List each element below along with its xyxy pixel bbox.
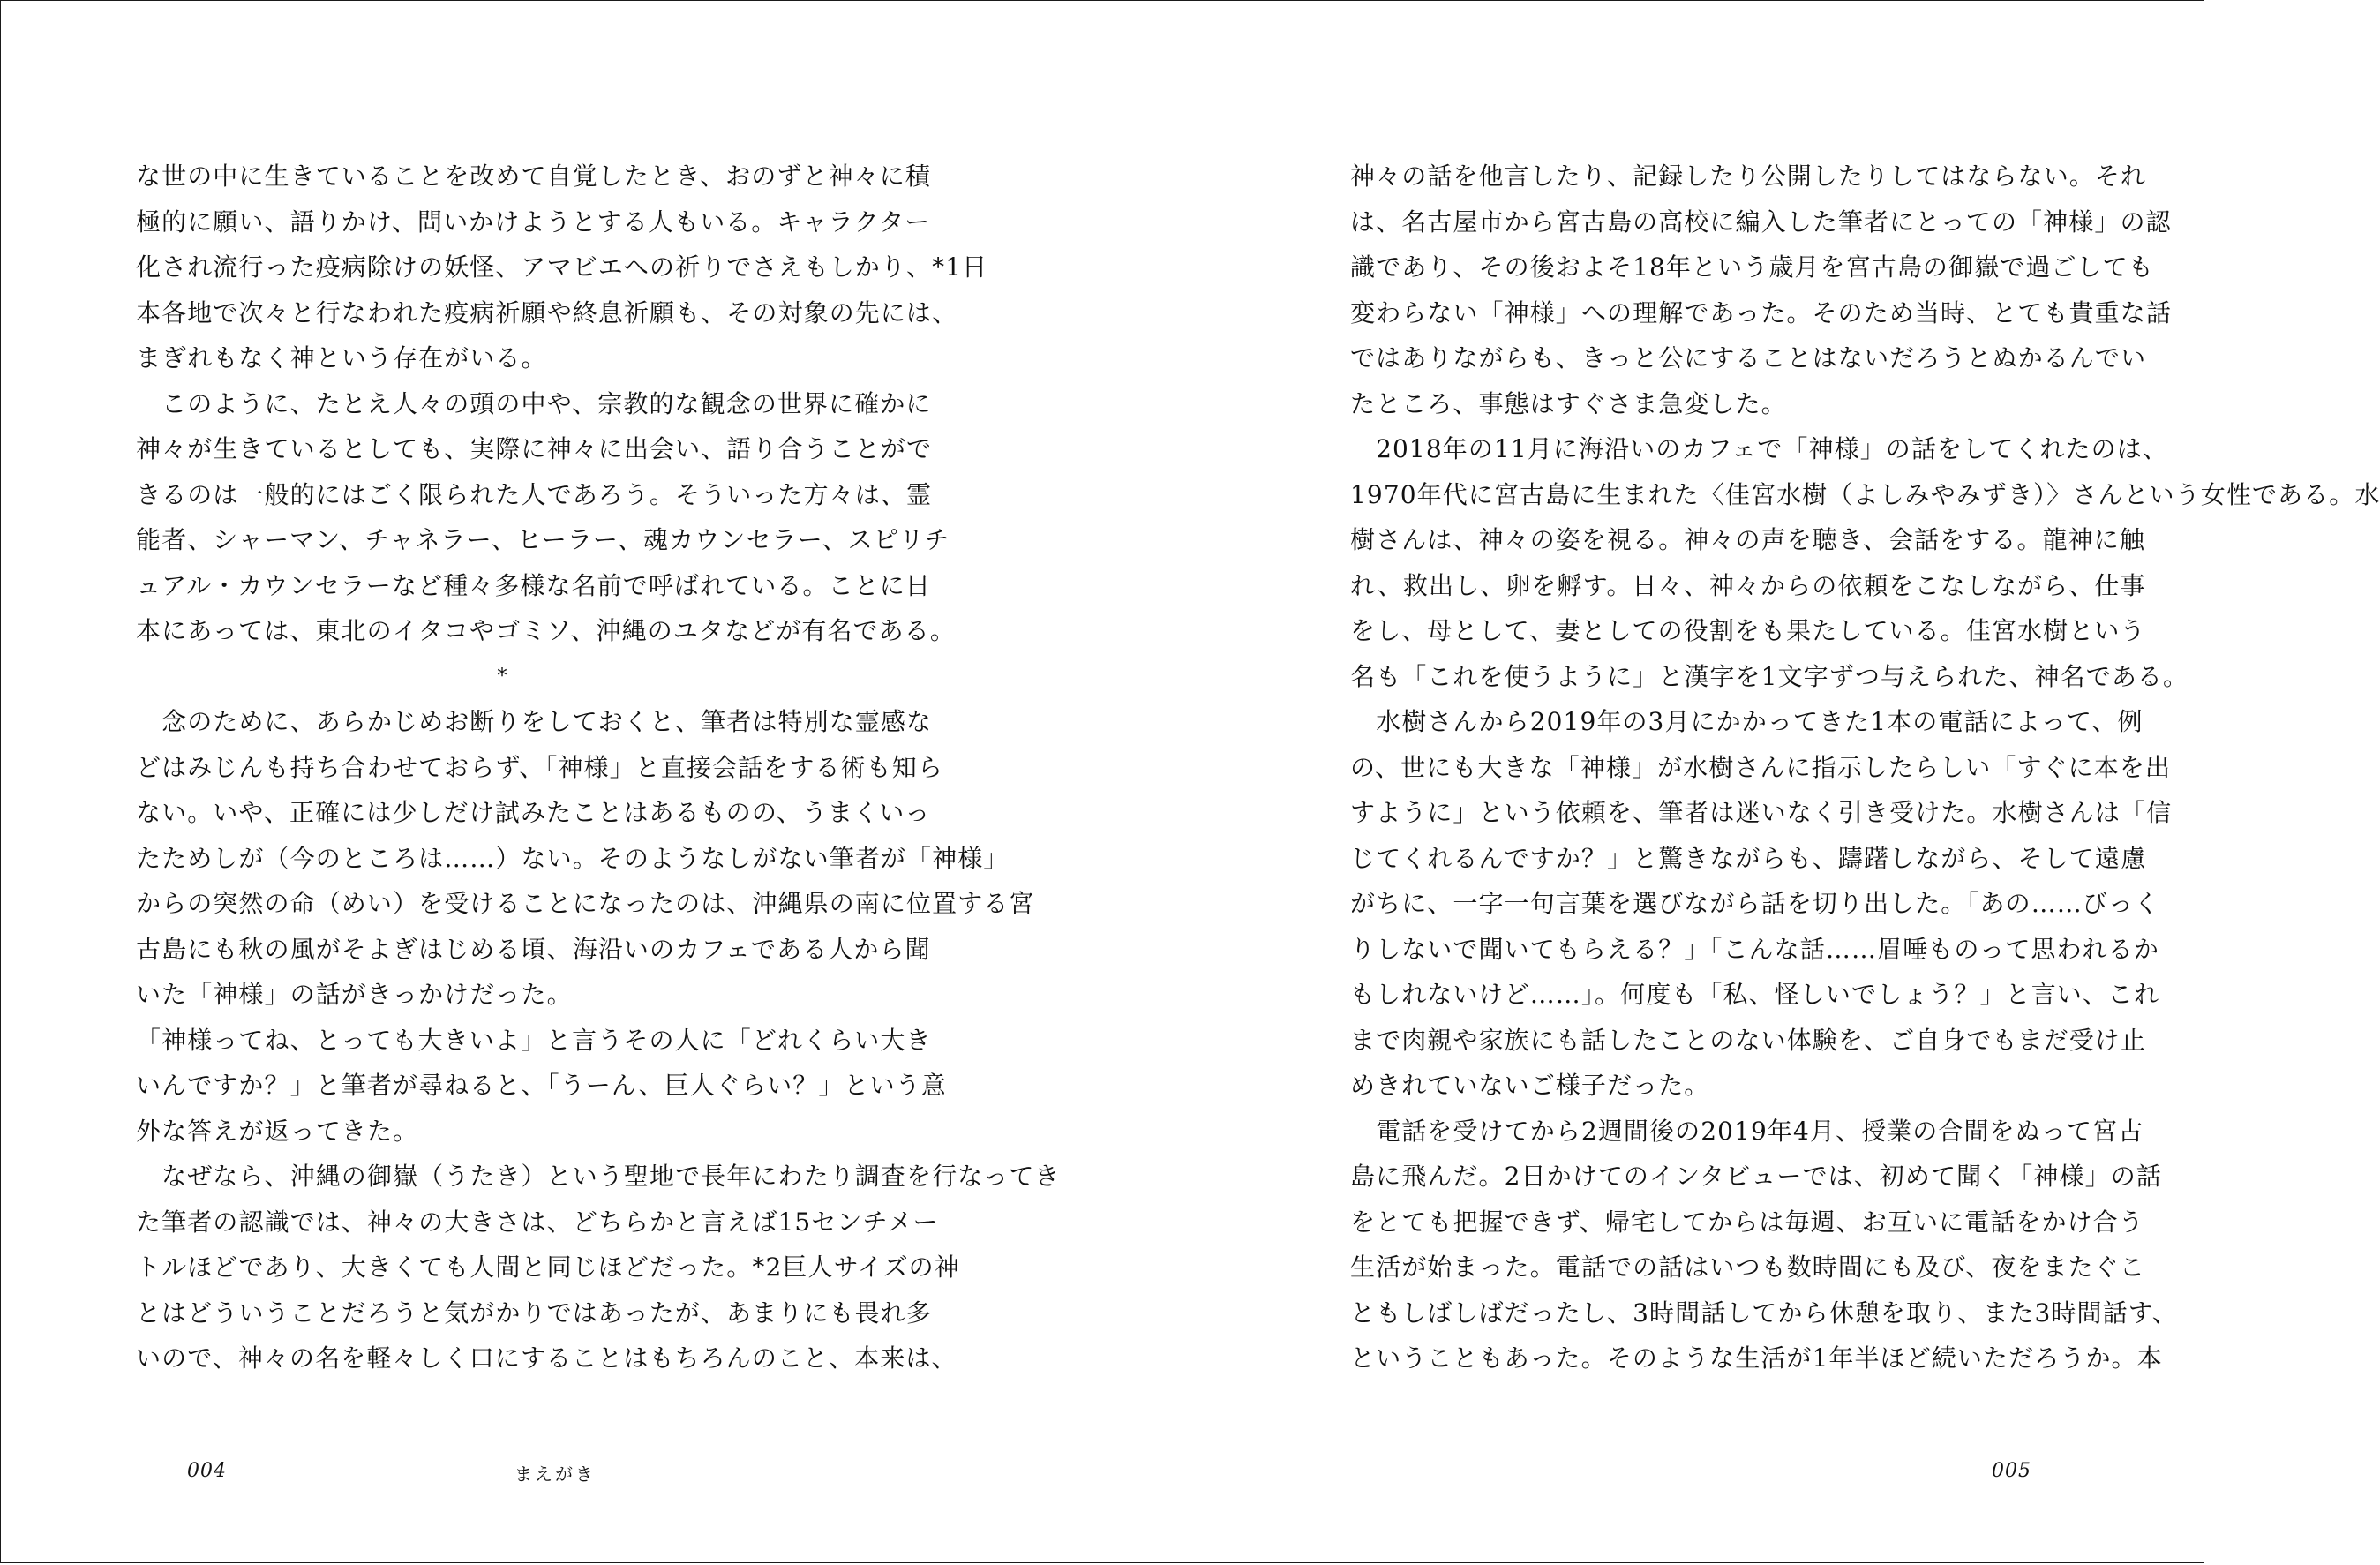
body-line: 神々の話を他言したり、記録したり公開したりしてはならない。それ — [1350, 162, 2147, 191]
body-line: 電話を受けてから2週間後の2019年4月、授業の合間をぬって宮古 — [1350, 1116, 2144, 1146]
body-line: 極的に願い、語りかけ、問いかけようとする人もいる。キャラクター — [136, 207, 931, 237]
body-line: た筆者の認識では、神々の大きさは、どちらかと言えば15センチメー — [136, 1207, 939, 1237]
body-line: ない。いや、正確には少しだけ試みたことはあるものの、うまくいっ — [136, 798, 931, 827]
body-line: ともしばしばだったし、3時間話してから休憩を取り、また3時間話す、 — [1350, 1298, 2178, 1328]
body-line: とはどういうことだろうと気がかりではあったが、あまりにも畏れ多 — [136, 1298, 932, 1328]
body-line: 島に飛んだ。2日かけてのインタビューでは、初めて聞く「神様」の話 — [1350, 1162, 2162, 1191]
running-head: まえがき — [514, 1463, 596, 1485]
body-line: 生活が始まった。電話での話はいつも数時間にも及び、夜をまたぐこ — [1350, 1253, 2145, 1282]
right-page — [1350, 154, 2380, 1381]
body-line: 古島にも秋の風がそよぎはじめる頃、海沿いのカフェである人から聞 — [136, 934, 931, 964]
body-line: 「神様ってね、とっても大きいよ」と言うその人に「どれくらい大き — [136, 1025, 932, 1055]
body-line: めきれていないご様子だった。 — [1350, 1071, 1710, 1100]
body-line: たためしが（今のところは……）ない。そのようなしがない筆者が「神様」 — [136, 843, 1010, 873]
body-line: 化され流行った疫病除けの妖怪、アマビエへの祈りでさえもしかり、*1日 — [136, 252, 988, 282]
body-line: 神々が生きているとしても、実際に神々に出会い、語り合うことがで — [136, 434, 933, 463]
page-number-right: 005 — [1992, 1460, 2031, 1482]
page-number-left: 004 — [187, 1460, 227, 1482]
body-line: 水樹さんから2019年の3月にかかってきた1本の電話によって、例 — [1350, 707, 2144, 736]
body-line: たところ、事態はすぐさま急変した。 — [1350, 388, 1787, 418]
body-line: すように」という依頼を、筆者は迷いなく引き受けた。水樹さんは「信 — [1350, 798, 2173, 827]
body-line: をし、母として、妻としての役割をも果たしている。佳宮水樹という — [1350, 616, 2146, 645]
body-line: 変わらない「神様」への理解であった。そのため当時、とても貴重な話 — [1350, 297, 2172, 327]
body-line: なぜなら、沖縄の御嶽（うたき）という聖地で長年にわたり調査を行なってき — [136, 1162, 1061, 1191]
body-line: ということもあった。そのような生活が1年半ほど続いただろうか。本 — [1350, 1343, 2163, 1373]
body-line: いんですか？」と筆者が尋ねると、「うーん、巨人ぐらい？」という意 — [136, 1071, 947, 1100]
body-line: じてくれるんですか？」と驚きながらも、躊躇しながら、そして遠慮 — [1350, 843, 2147, 873]
body-line: 念のために、あらかじめお断りをしておくと、筆者は特別な霊感な — [136, 707, 933, 736]
body-line: 樹さんは、神々の姿を視る。神々の声を聴き、会話をする。龍神に触 — [1350, 525, 2145, 554]
separator-asterisk: * — [497, 665, 507, 688]
body-line: をとても把握できず、帰宅してからは毎週、お互いに電話をかけ合う — [1350, 1207, 2144, 1237]
section-separator — [136, 654, 868, 700]
body-line: ではありながらも、きっと公にすることはないだろうとぬかるんでい — [1350, 343, 2147, 372]
body-line: 本にあっては、東北のイタコやゴミソ、沖縄のユタなどが有名である。 — [136, 616, 956, 645]
body-line: どはみじんも持ち合わせておらず、「神様」と直接会話をする術も知ら — [136, 752, 943, 782]
body-line: ュアル・カウンセラーなど種々多様な名前で呼ばれている。ことに日 — [136, 570, 931, 600]
body-line: がちに、一字一句言葉を選びながら話を切り出した。「あの……びっく — [1350, 889, 2160, 918]
body-line: からの突然の命（めい）を受けることになったのは、沖縄県の南に位置する宮 — [136, 889, 1035, 918]
body-line: トルほどであり、大きくても人間と同じほどだった。*2巨人サイズの神 — [136, 1253, 960, 1282]
body-line: は、名古屋市から宮古島の高校に編入した筆者にとっての「神様」の認 — [1350, 207, 2172, 237]
body-line: きるのは一般的にはごく限られた人であろう。そういった方々は、霊 — [136, 479, 933, 509]
body-line: まぎれもなく神という存在がいる。 — [136, 343, 547, 372]
body-line: もしれないけど……」。何度も「私、怪しいでしょう？」と言い、これ — [1350, 980, 2160, 1009]
body-line: の、世にも大きな「神様」が水樹さんに指示したらしい「すぐに本を出 — [1350, 752, 2172, 782]
left-page — [136, 154, 1061, 1381]
body-line: 名も「これを使うように」と漢字を1文字ずつ与えられた、神名である。 — [1350, 661, 2189, 691]
body-line: れ、救出し、卵を孵す。日々、神々からの依頼をこなしながら、仕事 — [1350, 570, 2146, 600]
body-line: このように、たとえ人々の頭の中や、宗教的な観念の世界に確かに — [136, 388, 932, 418]
body-line: な世の中に生きていることを改めて自覚したとき、おのずと神々に積 — [136, 162, 931, 191]
body-line: 2018年の11月に海沿いのカフェで「神様」の話をしてくれたのは、 — [1350, 434, 2168, 463]
body-line: りしないで聞いてもらえる？」「こんな話……眉唾ものって思われるか — [1350, 934, 2159, 964]
body-line: いので、神々の名を軽々しく口にすることはもちろんのこと、本来は、 — [136, 1343, 957, 1373]
body-line: いた「神様」の話がきっかけだった。 — [136, 980, 573, 1009]
body-line: 本各地で次々と行なわれた疫病祈願や終息祈願も、その対象の先には、 — [136, 297, 958, 327]
body-line: 外な答えが返ってきた。 — [136, 1116, 419, 1146]
body-line: 識であり、その後およそ18年という歳月を宮古島の御嶽で過ごしても — [1350, 252, 2154, 282]
body-line: 能者、シャーマン、チャネラー、ヒーラー、魂カウンセラー、スピリチ — [136, 525, 950, 554]
body-line: 1970年代に宮古島に生まれた〈佳宮水樹（よしみやみずき）〉さんという女性である。水 — [1350, 479, 2380, 509]
body-line: まで肉親や家族にも話したことのない体験を、ご自身でもまだ受け止 — [1350, 1025, 2147, 1055]
